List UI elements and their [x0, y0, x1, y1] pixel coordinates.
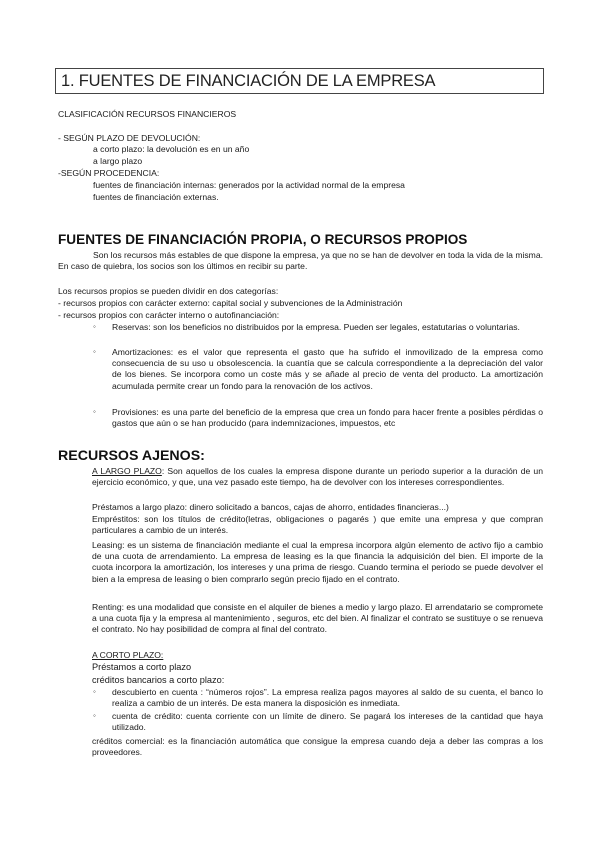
procedencia-heading: -SEGÚN PROCEDENCIA: — [58, 168, 160, 178]
bullet-icon: ◦ — [93, 407, 96, 416]
plazo-item-corto: a corto plazo: la devolución es en un año — [93, 144, 250, 154]
propia-intro: Son los recursos más estables de que dispone la empresa, ya que no se han de devolver en toda la vida de la misma. En caso de quiebra, los socios son los últimos en recibir su parte. — [58, 250, 544, 272]
corto-plazo-label: A CORTO PLAZO: — [92, 650, 164, 660]
bullet-descubierto: descubierto en cuenta : “números rojos”. La empresa realiza pagos mayores al saldo de su cuenta, el banco lo realiza a cambio de un interés. De esta manera la disposición es inmediata. — [112, 687, 543, 709]
bullet-cuenta-credito: cuenta de crédito: cuenta corriente con un límite de dinero. Se pagará los intereses de la cantidad que haya utilizado. — [112, 711, 543, 733]
emprestitos: Empréstitos: son los títulos de crédito(letras, obligaciones o pagarés ) que emite una empresa y que compran particulares a cambio de un interés. — [92, 514, 543, 536]
procedencia-item-externas: fuentes de financiación externas. — [93, 192, 219, 202]
largo-plazo-text: : Son aquellos de los cuales la empresa dispone durante un periodo superior a la duración de un ejercicio económico, y que, una vez pasado este tiempo, ha de devolver con los intereses correspondientes. — [92, 466, 543, 488]
bullet-reservas: Reservas: son los beneficios no distribuidos por la empresa. Pueden ser legales, estatutarias o voluntarias. — [112, 322, 520, 332]
prestamos-corto: Préstamos a corto plazo — [92, 662, 192, 672]
plazo-heading: - SEGÚN PLAZO DE DEVOLUCIÓN: — [58, 133, 201, 143]
creditos-comercial: créditos comercial: es la financiación automática que consigue la empresa cuando deja a deber las compras a los proveedores. — [92, 736, 543, 758]
propios-interno: - recursos propios con carácter interno o autofinanciación: — [58, 310, 280, 320]
bullet-icon: ◦ — [93, 711, 96, 720]
bullet-provisiones: Provisiones: es una parte del beneficio de la empresa que crea un fondo para hacer frente a posibles pérdidas o gastos que aún o se han producido (para indemnizaciones, impuestos, etc — [112, 407, 543, 429]
clasificacion-heading: CLASIFICACIÓN RECURSOS FINANCIEROS — [58, 109, 237, 119]
bullet-amortizaciones: Amortizaciones: es el valor que representa el gasto que ha sufrido el inmovilizado de la empresa como consecuencia de su uso u obsolescencia. la cuantía que se calcula correspondiente a la depreciación del valor de los bienes. Se incorpora como un coste más y se añade al precio de venta del producto. La amortización acumulada permite crear un fondo para la renovación de los activos. — [112, 347, 543, 391]
bullet-icon: ◦ — [93, 322, 96, 331]
leasing: Leasing: es un sistema de financiación mediante el cual la empresa incorpora algún elemento de activo fijo a cambio de una cuota de arrendamiento. La empresa de leasing es la que financia la adquisición del bien. El importe de la cuota incorpora la amortización, los intereses y una prima de riesgo. Cuando termina el periodo se puede devolver el bien a la empresa de leasing o bien comprarlo según precio fijado en el contrato. — [92, 540, 543, 584]
bullet-icon: ◦ — [93, 347, 96, 356]
propia-heading: FUENTES DE FINANCIACIÓN PROPIA, O RECURSOS PROPIOS — [58, 232, 468, 247]
plazo-item-largo: a largo plazo — [93, 156, 143, 166]
ajenos-heading: RECURSOS AJENOS: — [58, 448, 205, 464]
prestamos-largo: Préstamos a largo plazo: dinero solicitado a bancos, cajas de ahorro, entidades financieras...) — [92, 502, 449, 512]
bullet-icon: ◦ — [93, 687, 96, 696]
renting: Renting: es una modalidad que consiste en el alquiler de bienes a medio y largo plazo. El arrendatario se compromete a una cuota fija y la empresa al mantenimiento , seguros, etc del bien. Al finalizar el contrato se sustituye o se renueva el contrato. No hay posibilidad de compra al final del contrato. — [92, 602, 543, 635]
division-heading: Los recursos propios se pueden dividir en dos categorías: — [58, 286, 279, 296]
largo-plazo-label: A LARGO PLAZO — [92, 466, 162, 476]
creditos-bancarios: créditos bancarios a corto plazo: — [92, 675, 225, 685]
page-title: 1. FUENTES DE FINANCIACIÓN DE LA EMPRESA — [61, 72, 436, 90]
title-box — [55, 68, 544, 94]
procedencia-item-internas: fuentes de financiación internas: generados por la actividad normal de la empresa — [93, 180, 405, 190]
largo-plazo-paragraph — [92, 466, 543, 488]
propios-externo: - recursos propios con carácter externo: capital social y subvenciones de la Administración — [58, 298, 403, 308]
